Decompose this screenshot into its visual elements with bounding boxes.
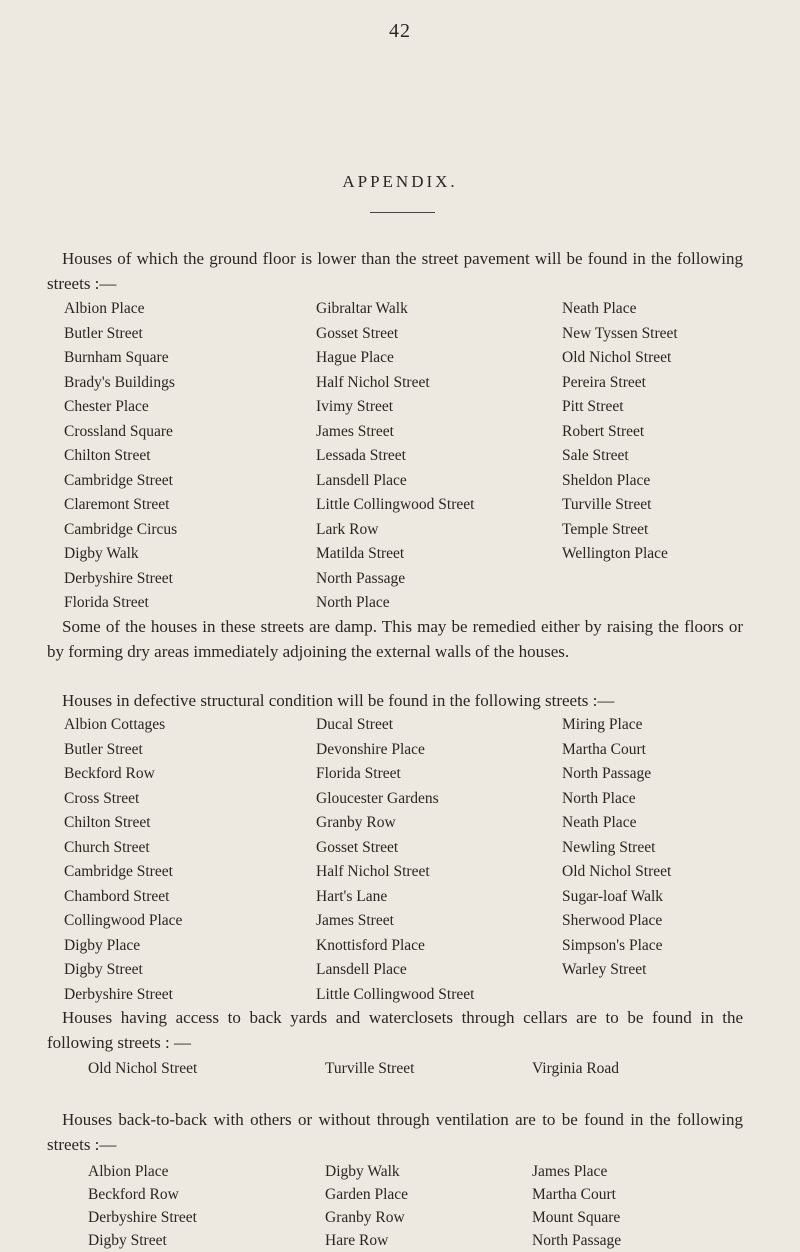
street-name: Robert Street [562,422,645,440]
street-name: Church Street [64,838,150,856]
street-name: Cambridge Street [64,471,173,489]
street-name: Newling Street [562,838,656,856]
street-name: Little Collingwood Street [316,985,475,1003]
street-name: North Place [562,789,636,807]
street-name: Granby Row [316,814,396,831]
street-name: Turville Street [562,496,652,513]
street-name: Derbyshire Street [64,985,173,1003]
street-name: Gibraltar Walk [316,300,408,317]
cellars-intro: Houses having access to back yards and waterclosets through cellars are to be found in the following streets : — [47,1008,743,1052]
street-name: Mount Square [532,1209,621,1226]
street-column [316,297,474,616]
street-name: Gosset Street [316,324,399,342]
street-name: Ducal Street [316,716,394,733]
street-name: Pereira Street [562,373,646,391]
street-name: Devonshire Place [316,740,425,758]
street-name: Warley Street [562,961,647,978]
street-name: Garden Place [325,1186,409,1203]
street-name: Chambord Street [64,887,170,905]
street-name: Old Nichol Street [562,349,672,366]
street-name: Florida Street [64,594,149,611]
street-name: Granby Row [325,1209,405,1226]
street-name: Knottisford Place [316,936,425,954]
street-name: Chilton Street [64,447,151,464]
street-name: North Passage [532,1232,622,1249]
street-name: New Tyssen Street [562,324,678,342]
street-name: Crossland Square [64,422,173,440]
street-name: Hare Row [325,1232,389,1249]
street-name: Sugar-loaf Walk [562,887,664,905]
street-name: Simpson's Place [562,936,663,954]
street-name: North Passage [316,569,406,587]
street-column [562,297,678,567]
street-column [64,713,182,1007]
street-name: Albion Place [88,1163,169,1180]
street-column [64,297,177,616]
street-name: Cambridge Circus [64,520,178,538]
street-name: Digby Street [88,1232,167,1249]
street-column [325,1160,408,1252]
page-title: APPENDIX. [342,172,458,191]
street-name: Beckford Row [64,765,155,782]
street-name: Cross Street [64,789,140,807]
street-name: Hague Place [316,349,394,366]
back-to-back-intro: Houses back-to-back with others or without through ventilation are to be found in the following streets :— [47,1110,743,1154]
street-column [325,1057,414,1081]
street-name: Little Collingwood Street [316,496,475,513]
street-name: Butler Street [64,324,143,342]
street-name: Sale Street [562,447,629,464]
street-name: Gosset Street [316,838,399,856]
street-name: Virginia Road [532,1060,620,1077]
street-name: Albion Place [64,300,145,317]
street-name: Beckford Row [88,1186,179,1203]
street-name: Martha Court [562,740,646,758]
street-name: Hart's Lane [316,887,388,905]
street-name: Lansdell Place [316,471,407,489]
street-name: Derbyshire Street [88,1209,197,1226]
street-name: Neath Place [562,814,637,831]
street-name: Claremont Street [64,496,170,513]
street-name: Digby Walk [325,1163,400,1180]
street-name: Digby Walk [64,545,139,562]
street-name: Cambridge Street [64,863,173,880]
street-name: Half Nichol Street [316,863,430,880]
street-name: Chester Place [64,398,149,415]
street-name: Temple Street [562,520,649,538]
street-name: North Passage [562,765,652,782]
street-name: Martha Court [532,1186,616,1203]
title-rule [370,212,435,213]
street-name: Neath Place [562,300,637,317]
page-number: 42 [389,20,411,42]
defective-intro: Houses in defective structural condition will be found in the following streets :— [62,691,615,710]
street-name: Old Nichol Street [562,863,672,880]
street-name: James Place [532,1163,608,1180]
street-name: Sherwood Place [562,912,663,929]
street-name: Butler Street [64,740,143,758]
street-column [88,1160,197,1252]
street-name: Digby Place [64,936,141,954]
street-name: Derbyshire Street [64,569,173,587]
street-name: Chilton Street [64,814,151,831]
street-name: Matilda Street [316,545,405,562]
street-name: Brady's Buildings [64,373,175,391]
low-ground-note: Some of the houses in these streets are damp. This may be remedied either by raising the floors or by forming dry areas immediately adjoining the external walls of the houses. [47,617,743,661]
street-name: Half Nichol Street [316,373,430,391]
street-name: James Street [316,422,394,440]
street-column [316,713,474,1007]
street-column [532,1160,621,1252]
street-name: Florida Street [316,765,401,782]
street-column [562,713,671,983]
street-name: James Street [316,912,394,929]
street-name: Burnham Square [64,349,169,366]
street-name: Old Nichol Street [88,1060,198,1077]
street-name: Wellington Place [562,545,668,562]
street-name: Lark Row [316,520,379,538]
street-name: Turville Street [325,1060,415,1077]
street-column [88,1057,197,1081]
street-name: Collingwood Place [64,912,183,929]
street-name: Pitt Street [562,398,624,415]
street-name: Sheldon Place [562,471,651,489]
street-name: Lansdell Place [316,961,407,978]
street-column [532,1057,619,1081]
street-name: Gloucester Gardens [316,789,439,807]
street-name: Ivimy Street [316,398,394,415]
street-name: North Place [316,594,390,611]
street-name: Albion Cottages [64,716,166,733]
street-name: Digby Street [64,961,143,978]
street-name: Lessada Street [316,447,406,464]
low-ground-intro: Houses of which the ground floor is lower than the street pavement will be found in the following streets :— [47,249,743,293]
street-name: Miring Place [562,716,643,733]
